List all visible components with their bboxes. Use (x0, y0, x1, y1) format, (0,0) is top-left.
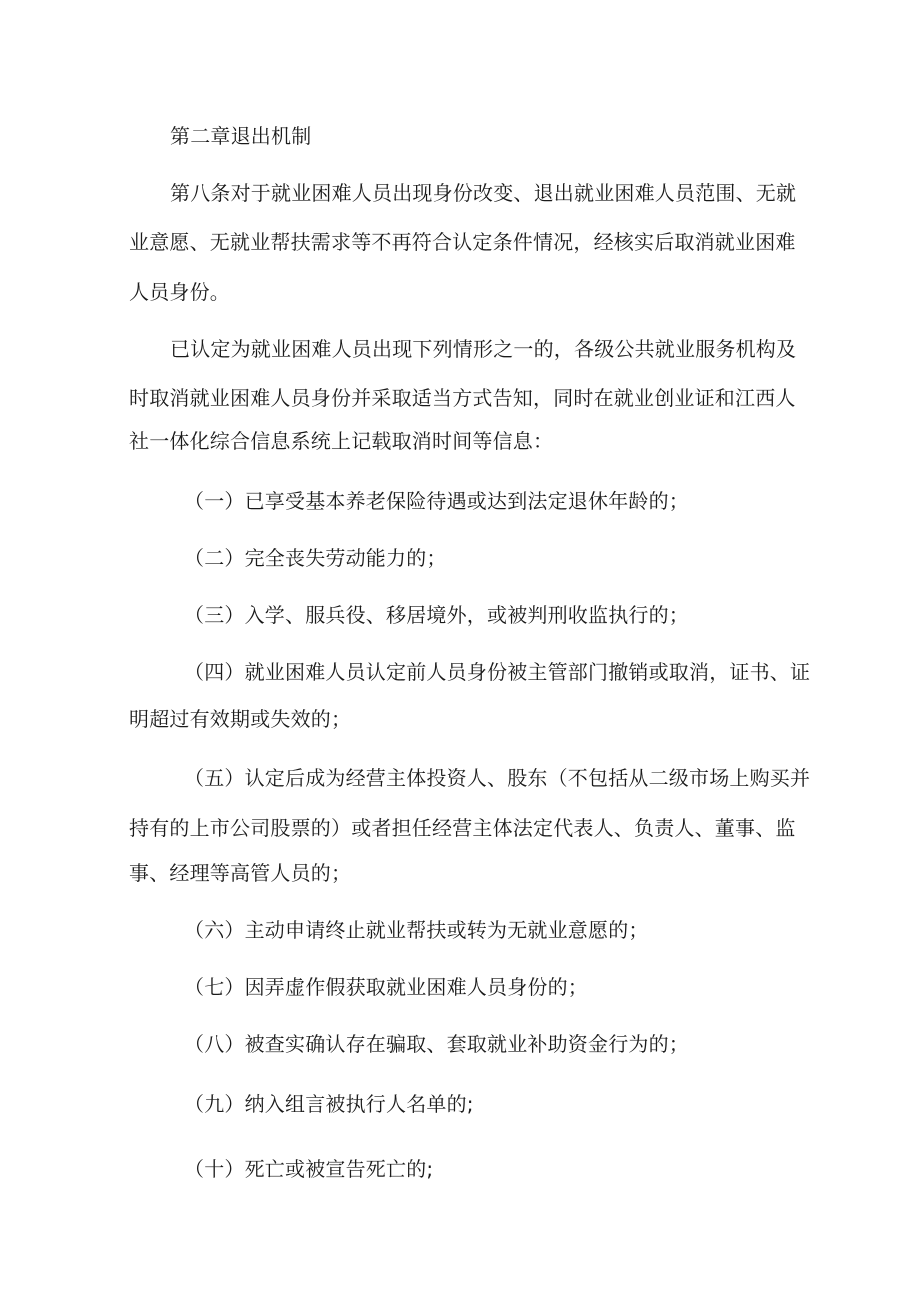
intro-line-2: 时取消就业困难人员身份并采取适当方式告知，同时在就业创业证和江西人 (129, 386, 796, 410)
item-3-line-1: （三）入学、服兵役、移居境外，或被判刑收监执行的； (184, 603, 689, 627)
article-8-line-1: 第八条对于就业困难人员出现身份改变、退出就业困难人员范围、无就 (170, 181, 797, 205)
item-4-line-2: 明超过有效期或失效的； (129, 707, 352, 731)
item-8-line-1: （八）被查实确认存在骗取、套取就业补助资金行为的； (184, 1032, 689, 1056)
intro-line-3: 社一体化综合信息系统上记载取消时间等信息： (129, 429, 554, 453)
item-5-line-2: 持有的上市公司股票的）或者担任经营主体法定代表人、负责人、董事、监 (129, 816, 796, 840)
item-10-line-1: （十）死亡或被宣告死亡的; (184, 1157, 434, 1181)
item-5-line-3: 事、经理等高管人员的； (129, 861, 352, 885)
item-4-line-1: （四）就业困难人员认定前人员身份被主管部门撤销或取消，证书、证 (184, 660, 811, 684)
intro-line-1: 已认定为就业困难人员出现下列情形之一的，各级公共就业服务机构及 (170, 337, 797, 361)
item-6-line-1: （六）主动申请终止就业帮扶或转为无就业意愿的； (184, 918, 649, 942)
item-7-line-1: （七）因弄虚作假获取就业困难人员身份的； (184, 975, 588, 999)
item-9-line-1: （九）纳入组言被执行人名单的; (184, 1092, 474, 1116)
article-8-line-2: 业意愿、无就业帮扶需求等不再符合认定条件情况，经核实后取消就业困难 (129, 230, 796, 254)
item-1-line-1: （一）已享受基本养老保险待遇或达到法定退休年龄的； (184, 489, 689, 513)
chapter-title: 第二章退出机制 (170, 124, 312, 148)
item-2-line-1: （二）完全丧失劳动能力的； (184, 546, 447, 570)
article-8-line-3: 人员身份。 (129, 280, 230, 304)
item-5-line-1: （五）认定后成为经营主体投资人、股东（不包括从二级市场上购买并 (184, 766, 811, 790)
